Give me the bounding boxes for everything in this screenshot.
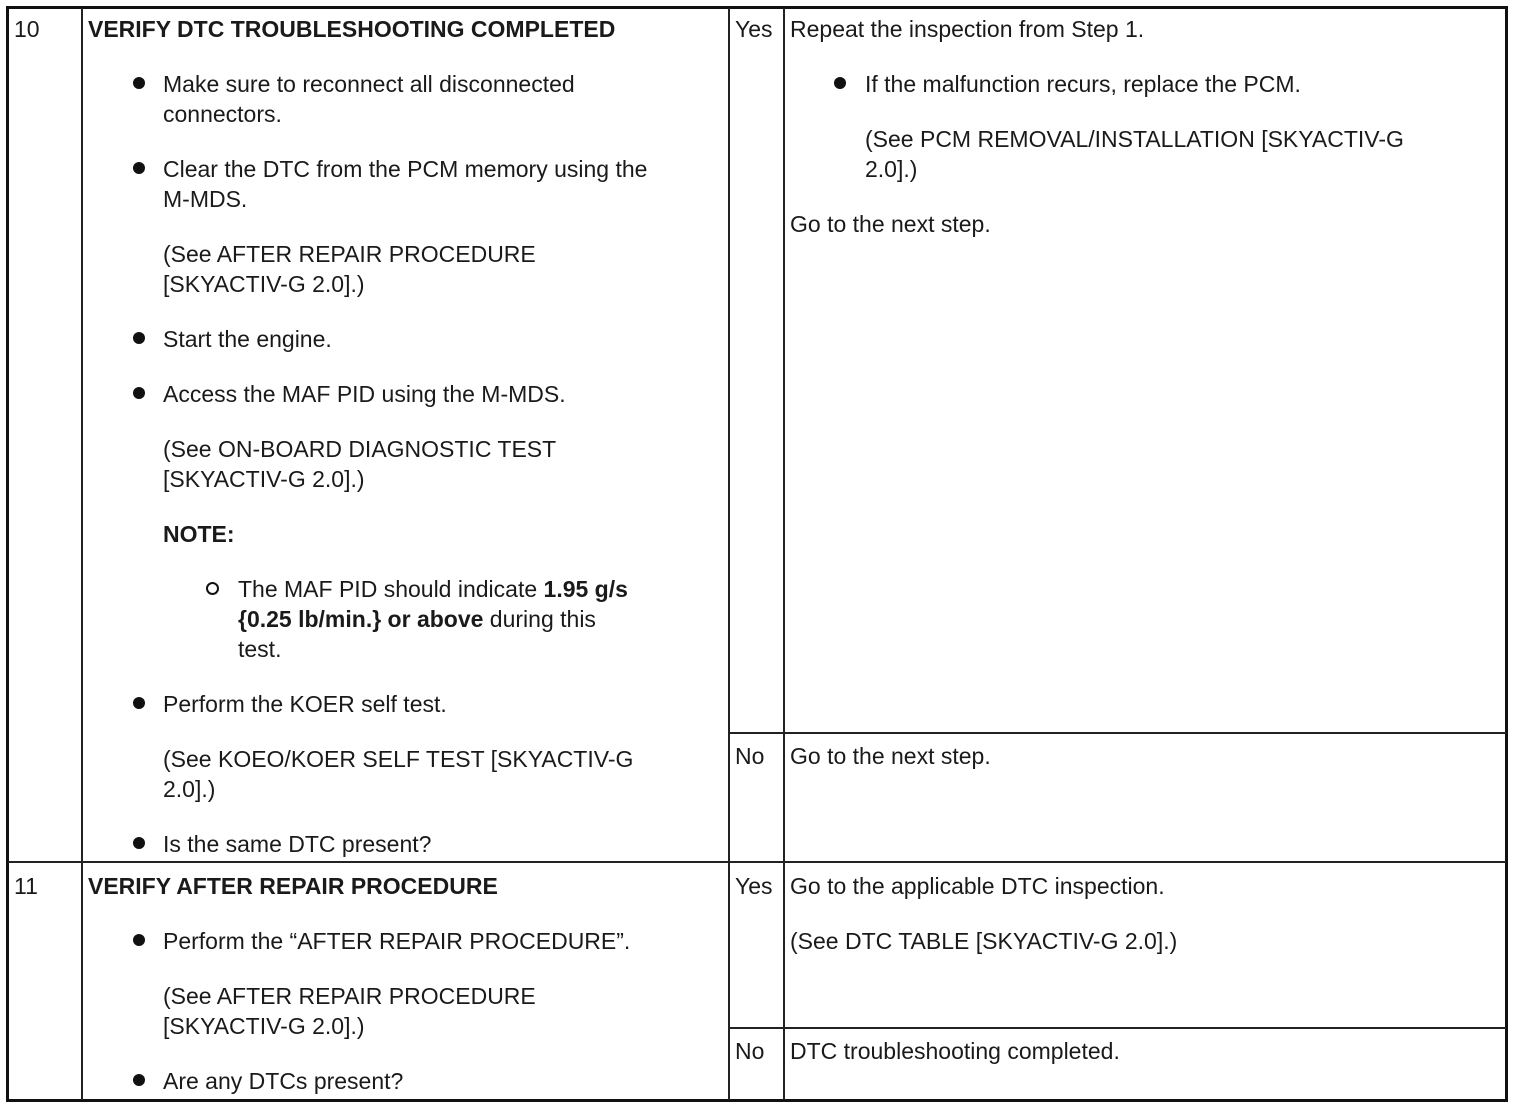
action-text: Perform the KOER self test.	[163, 691, 447, 717]
bullet-icon	[133, 697, 145, 709]
note-text-normal: during this	[483, 606, 596, 632]
step-number: 10	[14, 16, 40, 42]
column-divider-result	[783, 8, 785, 1100]
reference-text: (See PCM REMOVAL/INSTALLATION [SKYACTIV-G	[865, 126, 1404, 152]
sub-bullet-icon	[206, 582, 219, 595]
reference-text: (See AFTER REPAIR PROCEDURE	[163, 241, 536, 267]
action-text: M-MDS.	[163, 186, 248, 212]
reference-text: (See KOEO/KOER SELF TEST [SKYACTIV-G	[163, 746, 634, 772]
row-divider-step11-yes-no	[729, 1027, 1506, 1029]
action-text: Start the engine.	[163, 326, 332, 352]
bullet-icon	[133, 332, 145, 344]
bullet-icon	[133, 77, 145, 89]
result-text: If the malfunction recurs, replace the PCM.	[865, 71, 1301, 97]
bullet-icon	[133, 1074, 145, 1086]
bullet-icon	[133, 387, 145, 399]
step-title: VERIFY DTC TROUBLESHOOTING COMPLETED	[88, 16, 616, 42]
action-text: Access the MAF PID using the M-MDS.	[163, 381, 566, 407]
reference-text: [SKYACTIV-G 2.0].)	[163, 1013, 365, 1039]
question-text: Are any DTCs present?	[163, 1068, 404, 1094]
note-value: 1.95 g/s	[543, 576, 628, 602]
bullet-icon	[133, 837, 145, 849]
reference-text: 2.0].)	[865, 156, 918, 182]
action-text: connectors.	[163, 101, 282, 127]
bullet-icon	[133, 162, 145, 174]
step-number: 11	[14, 873, 38, 899]
row-divider-step10-yes-no	[729, 732, 1506, 734]
note-text	[238, 574, 628, 604]
result-text: Go to the next step.	[790, 211, 991, 237]
action-text: Make sure to reconnect all disconnected	[163, 71, 575, 97]
reference-text: (See ON-BOARD DIAGNOSTIC TEST	[163, 436, 557, 462]
result-yes-label: Yes	[735, 873, 773, 899]
result-text: Go to the next step.	[790, 743, 991, 769]
result-no-label: No	[735, 743, 765, 769]
reference-text: [SKYACTIV-G 2.0].)	[163, 271, 365, 297]
reference-text: [SKYACTIV-G 2.0].)	[163, 466, 365, 492]
result-no-label: No	[735, 1038, 765, 1064]
result-yes-label: Yes	[735, 16, 773, 42]
note-text-normal: The MAF PID should indicate	[238, 576, 544, 602]
question-text: Is the same DTC present?	[163, 831, 432, 857]
step-title: VERIFY AFTER REPAIR PROCEDURE	[88, 873, 498, 899]
bullet-icon	[834, 77, 846, 89]
action-text: Clear the DTC from the PCM memory using the	[163, 156, 648, 182]
column-divider-step	[81, 8, 83, 1100]
row-divider-step-10-11	[8, 861, 1506, 863]
note-text	[238, 604, 596, 634]
note-value: {0.25 lb/min.} or above	[238, 606, 484, 632]
reference-text: (See DTC TABLE [SKYACTIV-G 2.0].)	[790, 928, 1178, 954]
bullet-icon	[133, 934, 145, 946]
result-text: Repeat the inspection from Step 1.	[790, 16, 1145, 42]
reference-text: (See AFTER REPAIR PROCEDURE	[163, 983, 536, 1009]
note-label: NOTE:	[163, 521, 235, 547]
reference-text: 2.0].)	[163, 776, 216, 802]
action-text: Perform the “AFTER REPAIR PROCEDURE”.	[163, 928, 631, 954]
note-text: test.	[238, 636, 282, 662]
result-text: Go to the applicable DTC inspection.	[790, 873, 1165, 899]
column-divider-action	[728, 8, 730, 1100]
result-text: DTC troubleshooting completed.	[790, 1038, 1120, 1064]
